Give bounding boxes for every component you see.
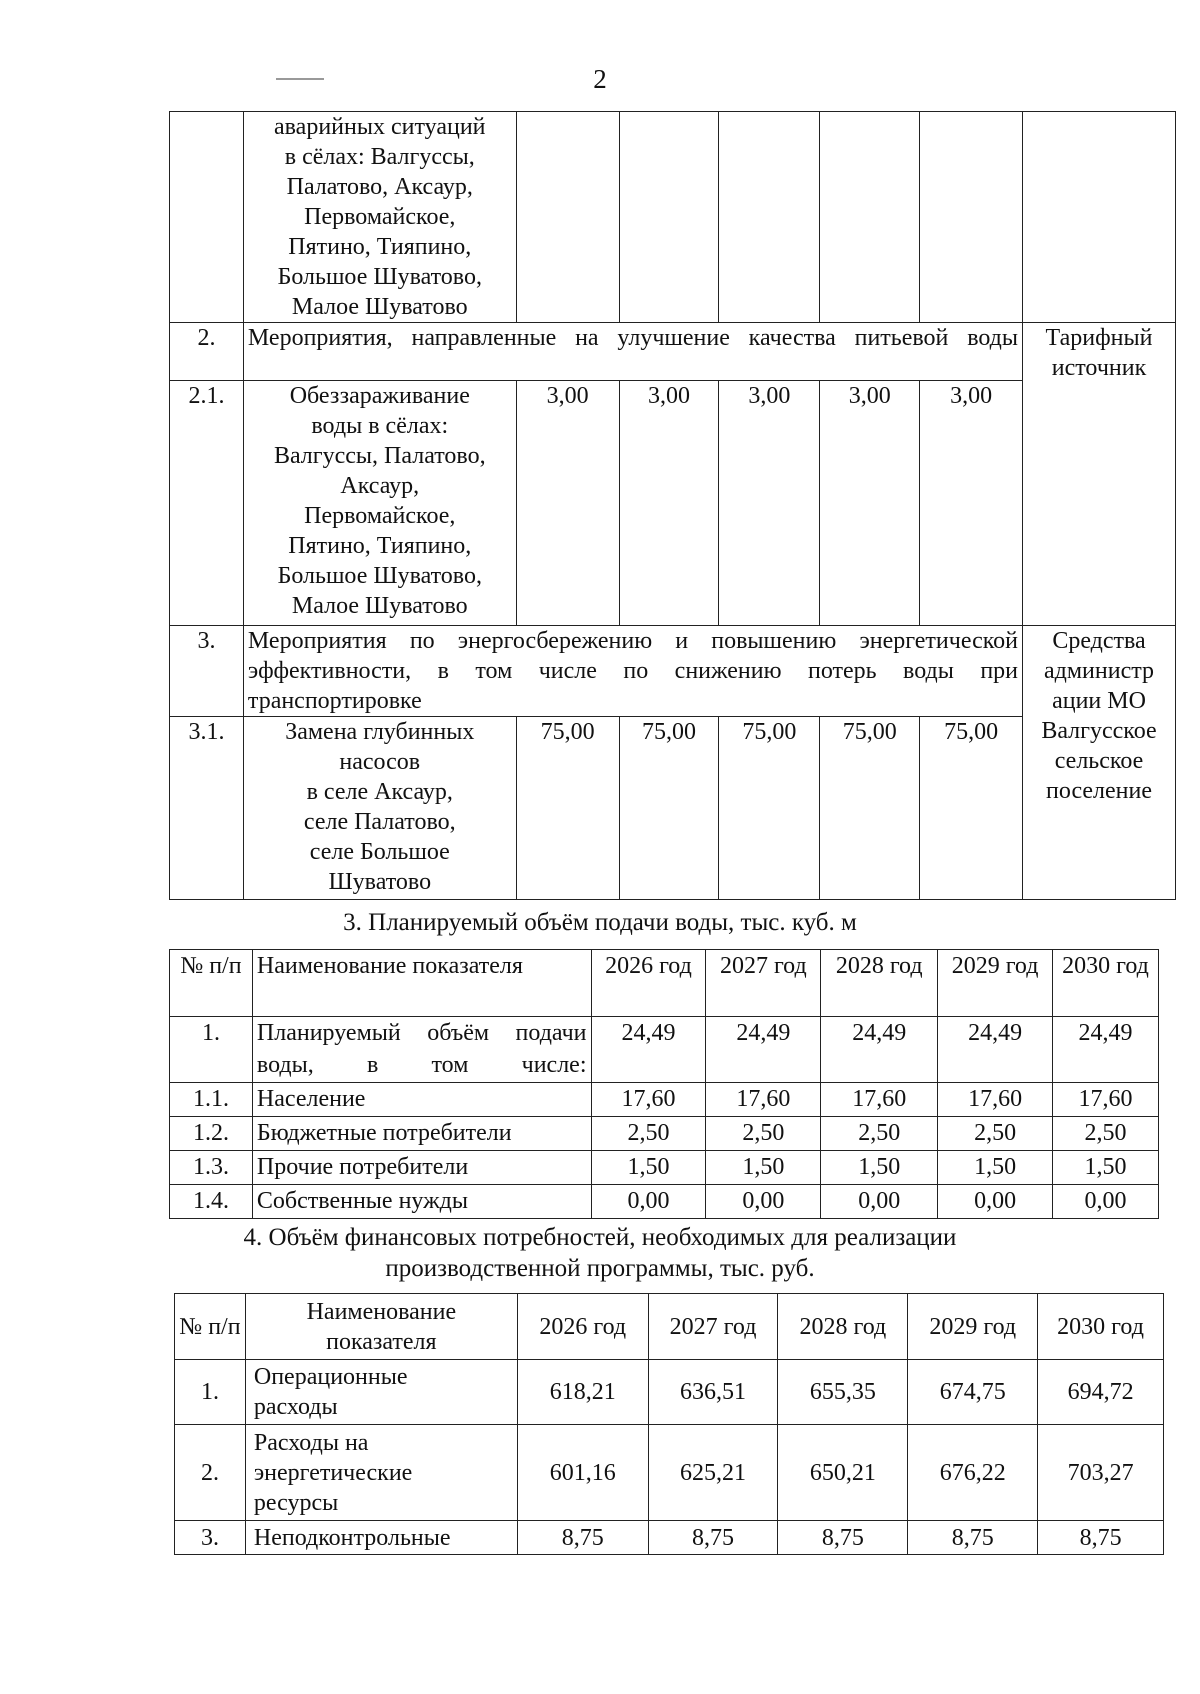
header-cell: № п/п [170,950,253,1017]
financial-needs-table [174,1293,1164,1555]
value-cell: 75,00 [619,717,719,900]
header-cell: 2029 год [938,950,1053,1017]
row-number: 2.1. [170,381,244,626]
value-cell: 75,00 [820,717,920,900]
value-cell: 3,00 [820,381,920,626]
header-cell: 2028 год [821,950,938,1017]
funding-source: Средства администр ации МО Валгусское сельское поселение [1023,626,1176,900]
table-header-row [175,1294,1164,1360]
header-cell: 2030 год [1038,1294,1164,1360]
table-row: 1. Операционные расходы 618,21 636,51 655,35 674,75 694,72 [175,1360,1164,1425]
row-number: 2. [170,323,244,381]
header-cell: 2029 год [908,1294,1038,1360]
table-row: 1.3. Прочие потребители 1,50 1,50 1,50 1,50 1,50 [170,1151,1159,1185]
header-cell: Наименование показателя [252,950,591,1017]
table-row: 2. Расходы на энергетические ресурсы 601,16 625,21 650,21 676,22 703,27 [175,1425,1164,1521]
funding-source: Тарифный источник [1023,323,1176,626]
item-text: Обеззараживание воды в сёлах: Валгуссы, Палатово, Аксаур, Первомайское, Пятино, Тияпино, Большое Шуватово, Малое Шуватово [243,381,516,626]
header-cell: № п/п [175,1294,246,1360]
header-cell: 2028 год [778,1294,908,1360]
header-cell: 2027 год [648,1294,778,1360]
header-cell: 2026 год [517,1294,648,1360]
value-cell: 75,00 [920,717,1023,900]
table-row: 3. Неподконтрольные 8,75 8,75 8,75 8,75 8,75 [175,1521,1164,1555]
page-number: 2 [593,64,607,94]
table-row [170,626,1176,717]
table-row: 1.2. Бюджетные потребители 2,50 2,50 2,50 2,50 2,50 [170,1117,1159,1151]
header-cell: 2030 год [1053,950,1159,1017]
value-cell: 75,00 [719,717,820,900]
measures-table [169,111,1176,900]
scan-artifact [276,78,324,80]
item-text: Замена глубинных насосов в селе Аксаур, селе Палатово, селе Большое Шуватово [243,717,516,900]
section-heading: Мероприятия, направленные на улучшение качества питьевой воды [243,323,1022,381]
value-cell: 3,00 [619,381,719,626]
row-number: 3. [170,626,244,717]
table-row [170,323,1176,381]
value-cell: 3,00 [920,381,1023,626]
water-supply-table [169,949,1159,1219]
section-4-title-line1: 4. Объём финансовых потребностей, необходимых для реализации [243,1224,957,1251]
value-cell: 3,00 [516,381,619,626]
table-row: 1. Планируемый объём подачи воды, в том числе: 24,49 24,49 24,49 24,49 24,49 [170,1017,1159,1083]
table-row: 1.1. Население 17,60 17,60 17,60 17,60 17,60 [170,1083,1159,1117]
table-row [170,112,1176,323]
header-cell: 2027 год [706,950,821,1017]
section-4-title-line2: производственной программы, тыс. руб. [385,1255,815,1282]
section-heading: Мероприятия по энергосбережению и повышению энергетической эффективности, в том числе по снижению потерь воды при транспортировке [243,626,1022,717]
continued-item-text: аварийных ситуаций в сёлах: Валгуссы, Палатово, Аксаур, Первомайское, Пятино, Тияпино, Большое Шуватово, Малое Шуватово [243,112,516,323]
row-number: 3.1. [170,717,244,900]
header-cell: 2026 год [591,950,706,1017]
table-row: 1.4. Собственные нужды 0,00 0,00 0,00 0,00 0,00 [170,1185,1159,1219]
section-3-title: 3. Планируемый объём подачи воды, тыс. куб. м [343,909,857,936]
value-cell: 75,00 [516,717,619,900]
table-header-row [170,950,1159,1017]
value-cell: 3,00 [719,381,820,626]
header-cell: Наименование показателя [245,1294,517,1360]
